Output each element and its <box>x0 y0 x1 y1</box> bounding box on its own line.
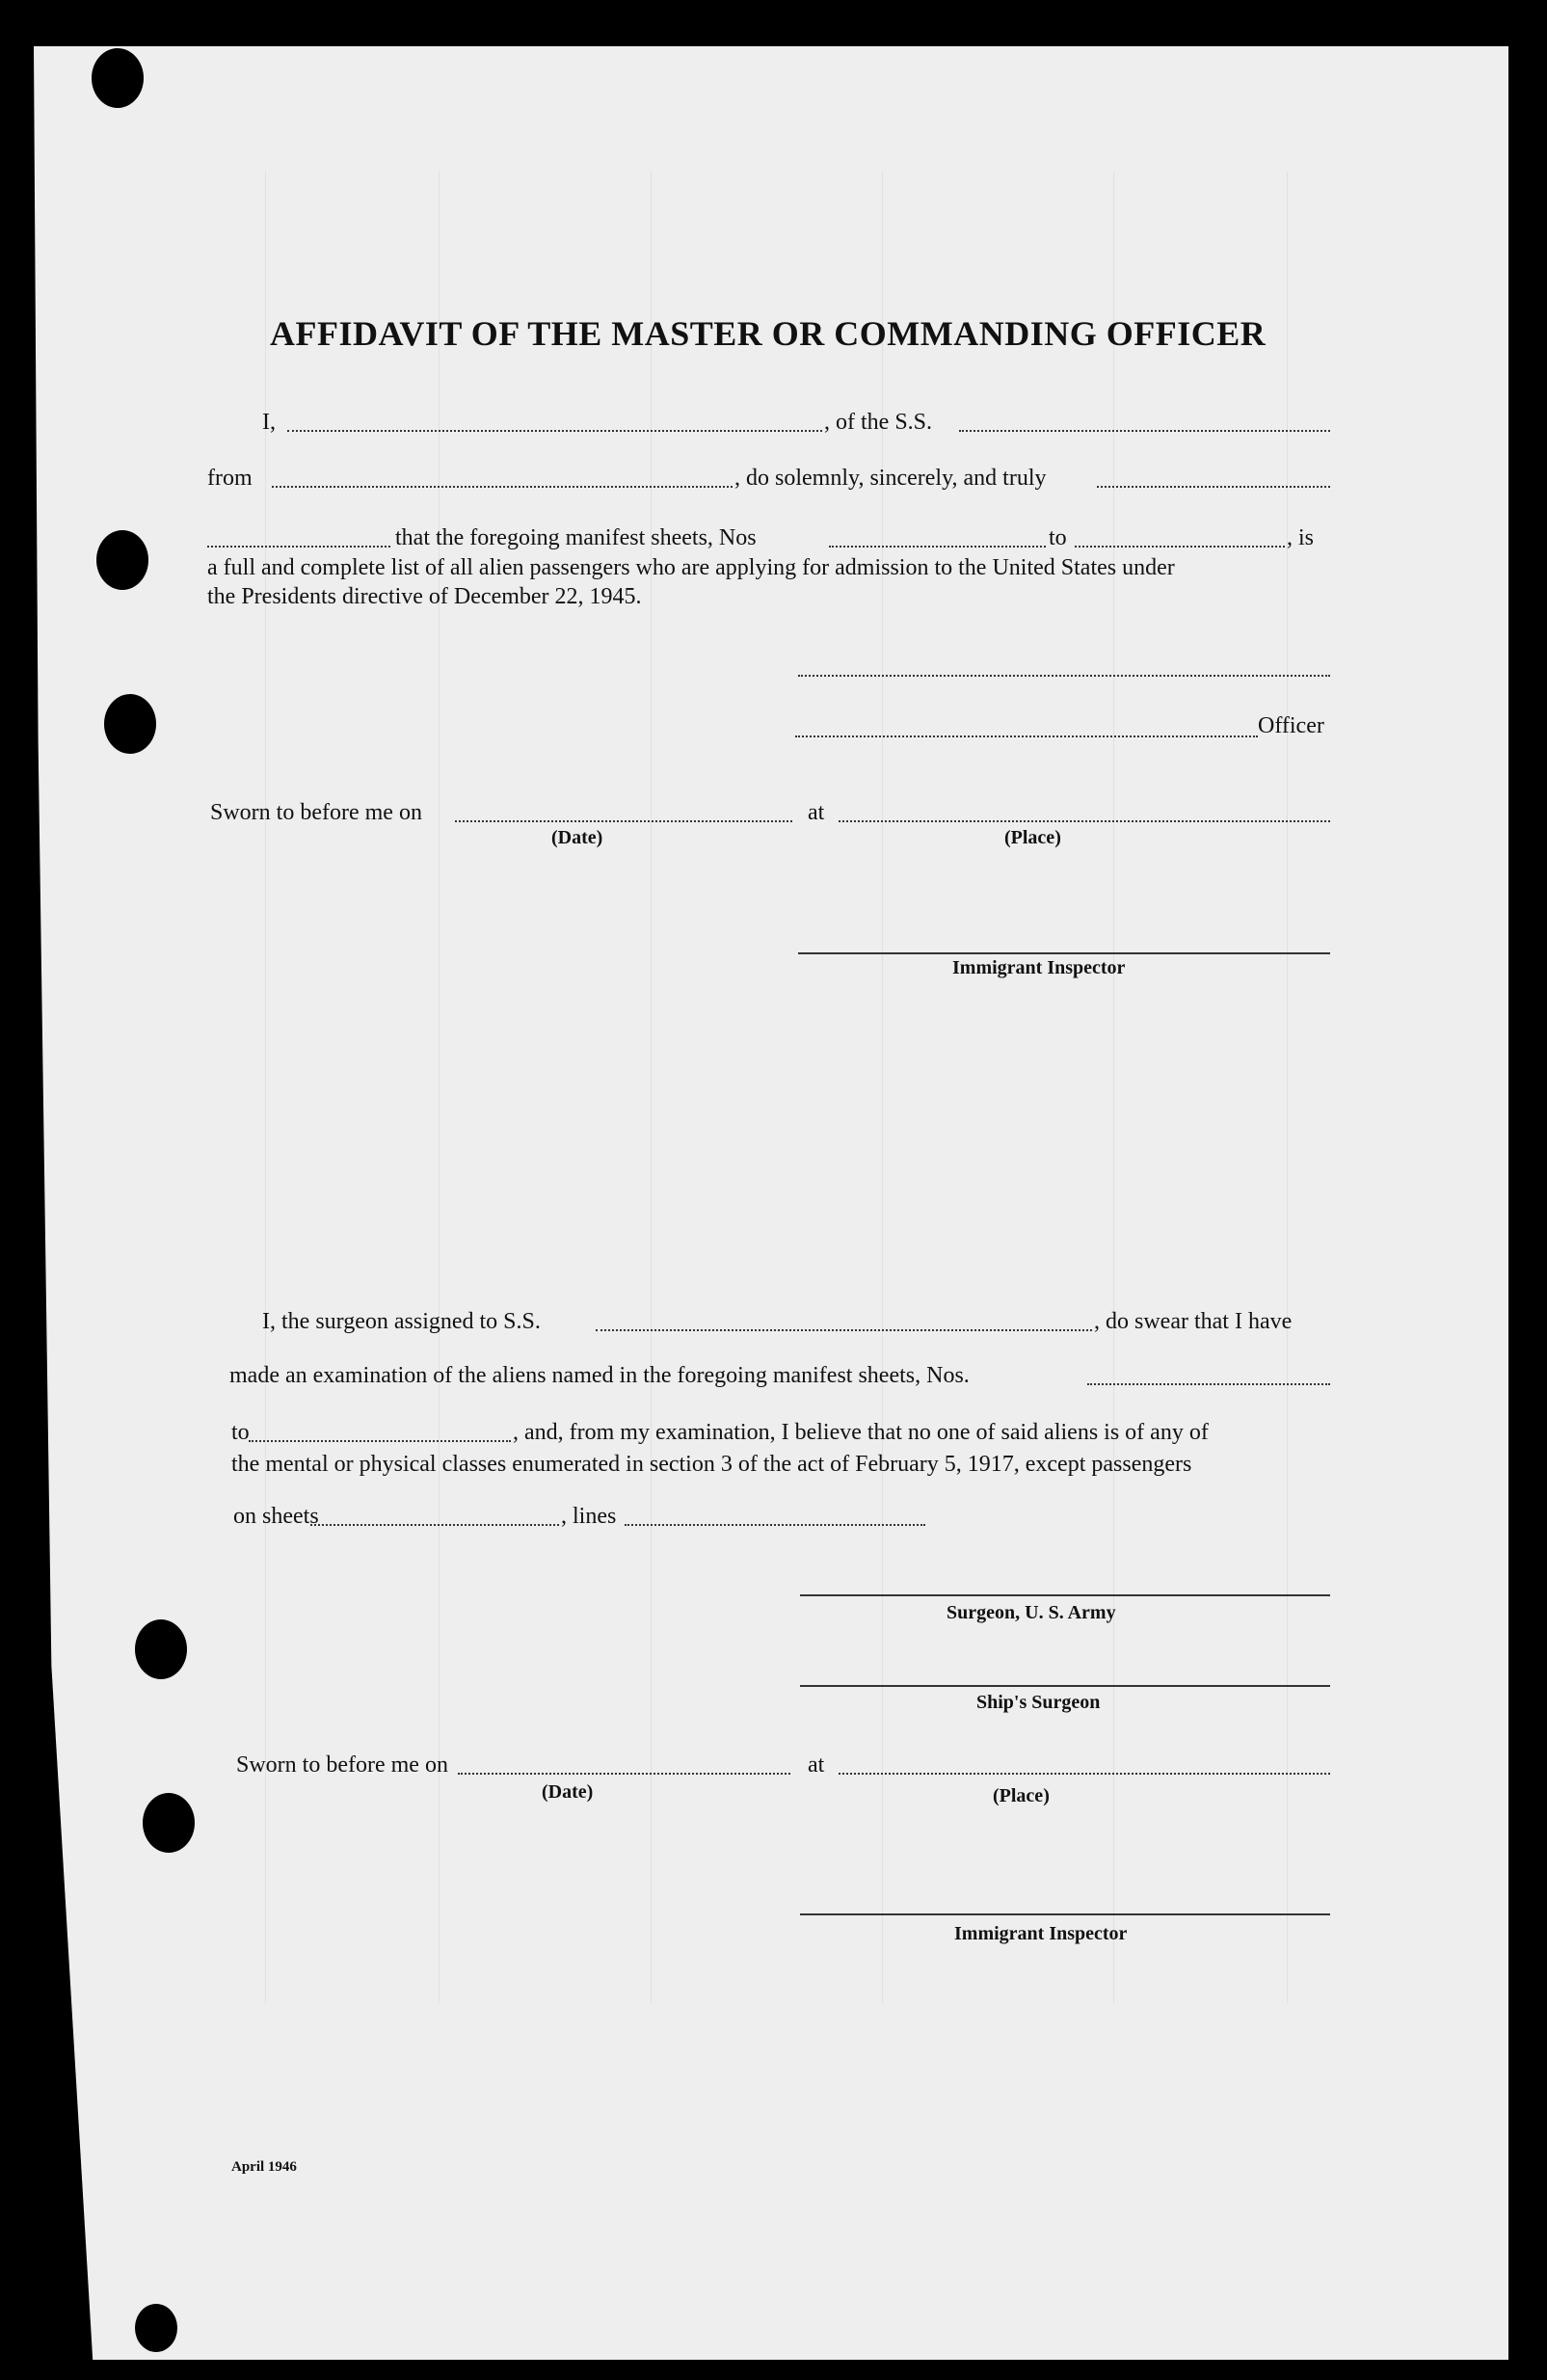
surgeon-line3b: , and, from my examination, I believe that no one of said aliens is of any of <box>513 1420 1209 1445</box>
surgeon-to-label: to <box>231 1420 250 1445</box>
inspector-caption: Immigrant Inspector <box>952 957 1126 978</box>
master-i-label: I, <box>262 410 276 435</box>
punch-hole <box>96 530 148 590</box>
place-caption: (Place) <box>1004 827 1061 848</box>
exception-sheets-field[interactable] <box>310 1524 559 1526</box>
sheets-from-field[interactable] <box>829 546 1046 548</box>
master-signature-field[interactable] <box>798 675 1330 677</box>
master-name-field[interactable] <box>287 430 822 432</box>
sworn-label: Sworn to before me on <box>210 800 422 825</box>
punch-hole <box>92 48 144 108</box>
bleed-through-line <box>265 172 266 2003</box>
inspector-signature-line[interactable] <box>798 952 1330 954</box>
to-label: to <box>1049 525 1067 550</box>
officer-field[interactable] <box>795 735 1258 737</box>
from-port-field[interactable] <box>272 486 733 488</box>
surgeon-inspector-signature-line[interactable] <box>800 1913 1330 1915</box>
officer-label: Officer <box>1258 713 1324 738</box>
bleed-through-line <box>439 172 440 2003</box>
surgeon-inspector-caption: Immigrant Inspector <box>954 1923 1128 1944</box>
form-date: April 1946 <box>231 2159 297 2175</box>
date-caption: (Date) <box>551 827 603 848</box>
army-surgeon-caption: Surgeon, U. S. Army <box>947 1602 1116 1623</box>
surgeon-sworn-place-field[interactable] <box>839 1773 1330 1775</box>
is-label: , is <box>1287 525 1315 550</box>
surgeon-sworn-date-field[interactable] <box>458 1773 790 1775</box>
ship-surgeon-signature-line[interactable] <box>800 1685 1330 1687</box>
surgeon-sworn-label: Sworn to before me on <box>236 1752 448 1778</box>
from-label: from <box>207 466 253 491</box>
punch-hole <box>143 1793 195 1853</box>
at-label: at <box>808 800 825 825</box>
sheets-to-field[interactable] <box>1075 546 1285 548</box>
lines-label: , lines <box>561 1504 617 1529</box>
master-text-line3: the Presidents directive of December 22, 1945. <box>207 584 642 609</box>
surgeon-place-caption: (Place) <box>993 1785 1050 1806</box>
swear-field[interactable] <box>207 546 390 548</box>
surgeon-ship-field[interactable] <box>596 1329 1092 1331</box>
foregoing-label: that the foregoing manifest sheets, Nos <box>395 525 757 550</box>
bleed-through-line <box>882 172 883 2003</box>
punch-hole <box>104 694 156 754</box>
surgeon-line2: made an examination of the aliens named in the foregoing manifest sheets, Nos. <box>229 1363 970 1388</box>
bleed-through-line <box>1287 172 1288 2003</box>
ship-surgeon-caption: Ship's Surgeon <box>976 1692 1101 1713</box>
surgeon-line1a: I, the surgeon assigned to S.S. <box>262 1309 541 1334</box>
ship-name-field[interactable] <box>959 430 1330 432</box>
surgeon-sheets-from-field[interactable] <box>1087 1383 1330 1385</box>
sworn-date-field[interactable] <box>455 820 792 822</box>
surgeon-line1b: , do swear that I have <box>1094 1309 1293 1334</box>
sworn-place-field[interactable] <box>839 820 1330 822</box>
master-text-line2: a full and complete list of all alien passengers who are applying for admission to the United States under <box>207 555 1175 580</box>
bleed-through-line <box>651 172 652 2003</box>
form-paper <box>34 46 1508 2360</box>
bleed-through-line <box>1113 172 1114 2003</box>
on-sheets-label: on sheets <box>233 1504 319 1529</box>
surgeon-line4: the mental or physical classes enumerated in section 3 of the act of February 5, 1917, except passengers <box>231 1452 1192 1477</box>
form-title: AFFIDAVIT OF THE MASTER OR COMMANDING OFFICER <box>270 314 1267 353</box>
surgeon-date-caption: (Date) <box>542 1781 594 1803</box>
punch-hole <box>135 2304 177 2352</box>
punch-hole <box>135 1619 187 1679</box>
surgeon-sheets-to-field[interactable] <box>249 1440 511 1442</box>
surgeon-at-label: at <box>808 1752 825 1778</box>
of-ss-label: , of the S.S. <box>824 410 933 435</box>
army-surgeon-signature-line[interactable] <box>800 1594 1330 1596</box>
exception-lines-field[interactable] <box>625 1524 925 1526</box>
oath-type-field[interactable] <box>1097 486 1330 488</box>
solemnly-label: , do solemnly, sincerely, and truly <box>734 466 1047 491</box>
